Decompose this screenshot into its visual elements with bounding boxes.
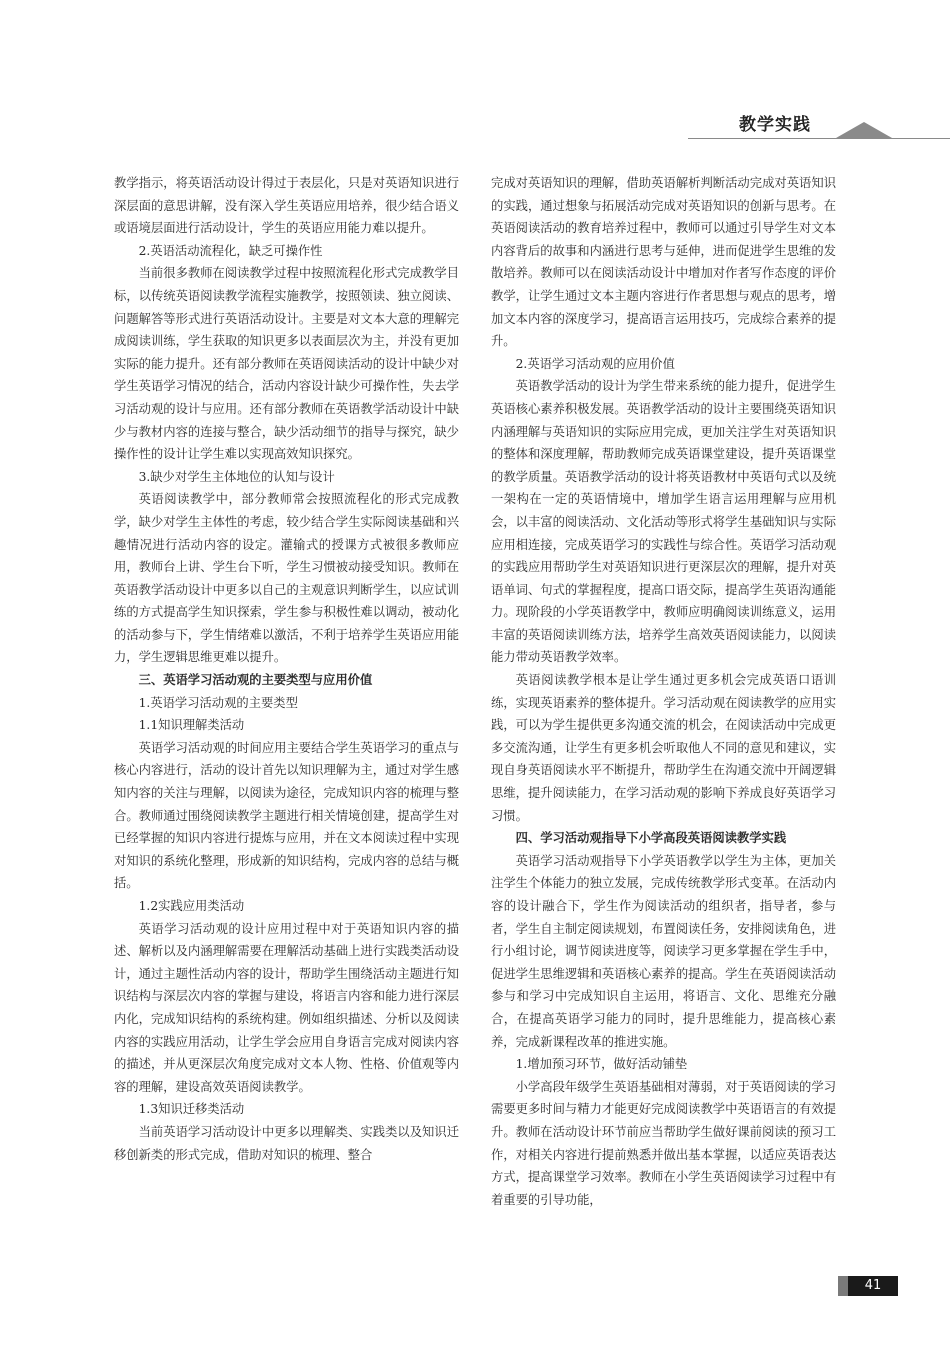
header-rule <box>688 138 950 139</box>
paragraph: 英语阅读教学中，部分教师常会按照流程化的形式完成教学，缺少对学生主体性的考虑，较少结合学生实际阅读基础和兴趣情况进行活动内容的设定。灌输式的授课方式被很多教师应用，教师台上讲、学生台下听，学生习惯被动接受知识。教师在英语教学活动设计中更多以自己的主观意识判断学生，以应试训练的方式提高学生知识探索，学生参与积极性难以调动，被动化的活动参与下，学生情绪难以激活，不利于培养学生英语应用能力，学生逻辑思维更难以提升。 <box>114 492 459 665</box>
page-number-bar-accent <box>838 1276 848 1296</box>
subsection-heading: 1.1知识理解类活动 <box>138 718 245 733</box>
subsection-heading: 2.英语学习活动观的应用价值 <box>515 356 675 371</box>
paragraph: 当前很多教师在阅读教学过程中按照流程化形式完成教学目标，以传统英语阅读教学流程实施教学，按照领读、独立阅读、问题解答等形式进行英语活动设计。主要是对文本大意的理解完成阅读训练，学生获取的知识更多以表面层次为主，并没有更加实际的能力提升。还有部分教师在英语阅读活动的设计中缺少对学生英语学习情况的结合，活动内容设计缺少可操作性，失去学习活动观的设计与应用。还有部分教师在英语教学活动设计中缺少与教材内容的连接与整合，缺少活动细节的指导与探究，缺少操作性的设计让学生难以实现高效知识探究。 <box>114 266 459 462</box>
paragraph: 完成对英语知识的理解，借助英语解析判断活动完成对英语知识的实践，通过想象与拓展活动完成对英语知识的创新与思考。在英语阅读活动的教育培养过程中，教师可以通过引导学生对文本内容背后的故事和内涵进行思考与延伸，进而促进学生思维的发散培养。教师可以在阅读活动设计中增加对作者写作态度的评价教学，让学生通过文本主题内容进行作者思想与观点的思考，增加文本内容的深度学习，提高语言运用技巧，完成综合素养的提升。 <box>491 176 836 349</box>
left-column <box>114 172 459 1166</box>
paragraph: 英语教学活动的设计为学生带来系统的能力提升，促进学生英语核心素养积极发展。英语教学活动的设计主要围绕英语知识内涵理解与英语知识的实际应用完成，更加关注学生对英语知识的整体和深度理解，帮助教师完成英语课堂建设，提升英语课堂的教学质量。英语教学活动的设计将英语教材中英语句式以及统一架构在一定的英语情境中，增加学生语言运用理解与应用机会，以丰富的阅读活动、文化活动等形式将学生基础知识与实际应用相连接，完成英语学习的实践性与综合性。英语学习活动观的实践应用帮助学生对英语知识进行更深层次的理解，提升对英语单词、句式的掌握程度，提高口语交际，提高学生英语沟通能力。现阶段的小学英语教学中，教师应明确阅读训练意义，运用丰富的英语阅读训练方法，培养学生高效英语阅读能力，以阅读能力带动英语教学效率。 <box>491 379 836 665</box>
subsection-heading: 1.3知识迁移类活动 <box>138 1102 245 1117</box>
page-number: 41 <box>864 1278 882 1293</box>
subsection-heading: 1.2实践应用类活动 <box>138 899 245 913</box>
section-title: 教学实践 <box>739 115 811 135</box>
paragraph: 英语学习活动观的时间应用主要结合学生英语学习的重点与核心内容进行，活动的设计首先以知识理解为主，通过对学生感知内容的关注与理解，以阅读为途径，完成知识内容的梳理与整合。教师通过围绕阅读教学主题进行相关情境创建，提高学生对已经掌握的知识内容进行提炼与应用，并在文本阅读过程中实现对知识的系统化整理，形成新的知识结构，完成内容的总结与概括。 <box>114 740 459 891</box>
section-heading: 四、学习活动观指导下小学高段英语阅读教学实践 <box>515 831 787 846</box>
subsection-heading: 2.英语活动流程化，缺乏可操作性 <box>138 243 323 258</box>
right-column <box>491 172 836 1211</box>
subsection-heading: 1.增加预习环节，做好活动铺垫 <box>515 1057 688 1072</box>
subsection-heading: 3.缺少对学生主体地位的认知与设计 <box>138 469 335 484</box>
paragraph: 教学指示，将英语活动设计得过于表层化，只是对英语知识进行深层面的意思讲解，没有深入学生英语应用培养，很少结合语义或语境层面进行活动设计，学生的英语应用能力难以提升。 <box>114 176 459 236</box>
section-heading: 三、英语学习活动观的主要类型与应用价值 <box>138 673 373 688</box>
paragraph: 英语学习活动观指导下小学英语教学以学生为主体，更加关注学生个体能力的独立发展，完成传统教学形式变革。在活动内容的设计融合下，学生作为阅读活动的组织者，指导者，参与者，学生自主制定阅读规划，布置阅读任务，安排阅读角色，进行小组讨论，调节阅读进度等，阅读学习更多掌握在学生手中，促进学生思维逻辑和英语核心素养的提高。学生在英语阅读活动参与和学习中完成知识自主运用，将语言、文化、思维充分融合，在提高英语学习能力的同时，提升思维能力，提高核心素养，完成新课程改革的推进实施。 <box>491 853 836 1049</box>
paragraph: 英语阅读教学根本是让学生通过更多机会完成英语口语训练，实现英语素养的整体提升。学习活动观在阅读教学的应用实践，可以为学生提供更多沟通交流的机会，在阅读活动中完成更多交流沟通，让学生有更多机会听取他人不同的意见和建议，实现自身英语阅读水平不断提升，帮助学生在沟通交流中开阔逻辑思维，提升阅读能力，在学习活动观的影响下养成良好英语学习习惯。 <box>491 673 836 823</box>
subsection-heading: 1.英语学习活动观的主要类型 <box>138 695 298 710</box>
header-triangle-ornament <box>836 122 892 138</box>
paragraph: 英语学习活动观的设计应用过程中对于英语知识内容的描述、解析以及内涵理解需要在理解活动基础上进行实践类活动设计，通过主题性活动内容的设计，帮助学生围绕活动主题进行知识结构与深层次内容的掌握与建设，将语言内容和能力进行深层内化，完成知识结构的系统构建。例如组织描述、分析以及阅读内容的实践应用活动，让学生学会应用自身语言完成对阅读内容的描述，并从更深层次角度完成对文本人物、性格、价值观等内容的理解，建设高效英语阅读教学。 <box>114 921 459 1094</box>
paragraph: 小学高段年级学生英语基础相对薄弱，对于英语阅读的学习需要更多时间与精力才能更好完成阅读教学中英语语言的有效提升。教师在活动设计环节前应当帮助学生做好课前阅读的预习工作，对相关内容进行提前熟悉并做出基本掌握，以适应英语表达方式，提高课堂学习效率。教师在小学生英语阅读学习过程中有着重要的引导功能， <box>491 1079 836 1207</box>
paragraph: 当前英语学习活动设计中更多以理解类、实践类以及知识迁移创新类的形式完成，借助对知识的梳理、整合 <box>114 1124 459 1162</box>
